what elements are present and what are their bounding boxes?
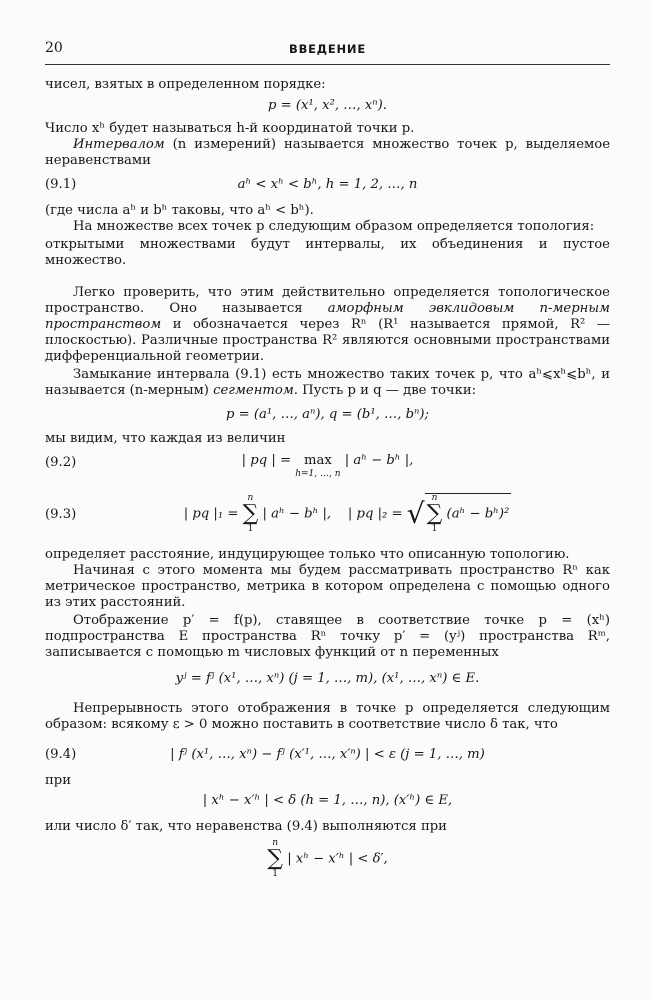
paragraph: Отображение p′ = f(p), ставящее в соответствие точке p = (xʰ) подпространства E пространства Rⁿ точку p′ = (yʲ) пространства Rᵐ, записывается с помощью m числовых функций от n переменных bbox=[45, 613, 610, 660]
paragraph-text: и обозначается через Rⁿ (R¹ называется прямой, R² — плоскостью). Различные пространства R² являются основными пространствами дифференциальной геометрии. bbox=[45, 317, 610, 364]
max-subscript: h=1, …, n bbox=[295, 469, 341, 479]
paragraph: мы видим, что каждая из величин bbox=[45, 431, 286, 446]
sum-operator: n ∑ 1 bbox=[242, 493, 259, 534]
equation-label: (9.2) bbox=[45, 455, 77, 470]
equation-lhs: | pq |₂ = bbox=[347, 506, 407, 522]
paragraph: На множестве всех точек p следующим образом определяется топология: bbox=[73, 219, 595, 234]
equation-lhs: | pq |₁ = bbox=[183, 506, 243, 522]
equation-lhs: | pq | = bbox=[241, 453, 296, 468]
paragraph: Начиная с этого момента мы будем рассматривать пространство Rⁿ как метрическое пространство, метрика в котором определена с помощью одного из этих расстояний. bbox=[45, 563, 610, 610]
paragraph bbox=[45, 285, 610, 365]
sqrt-body bbox=[425, 493, 512, 534]
paragraph bbox=[45, 137, 610, 169]
sum-lower: 1 bbox=[272, 869, 278, 879]
page bbox=[45, 38, 610, 883]
equation-body: aʰ < xʰ < bʰ, h = 1, 2, …, n bbox=[237, 177, 418, 192]
equation bbox=[45, 399, 610, 431]
running-head: ВВЕДЕНИЕ bbox=[289, 42, 366, 56]
equation-label: (9.4) bbox=[45, 747, 77, 762]
equation-label: (9.3) bbox=[45, 507, 77, 522]
equation-body: | fʲ (x¹, …, xⁿ) − fʲ (x′¹, …, x′ⁿ) | < ε (j = 1, …, m) bbox=[170, 747, 485, 762]
sum-upper: n bbox=[431, 493, 438, 503]
term-emphasis: аморфным эвклидовым n-мерным пространством bbox=[45, 301, 610, 332]
paragraph bbox=[45, 367, 610, 399]
equation-rhs: (aʰ − bʰ)² bbox=[446, 506, 510, 522]
equation-body: p = (a¹, …, aⁿ), q = (b¹, …, bⁿ); bbox=[226, 407, 429, 422]
equation-9-4 bbox=[45, 733, 610, 773]
term-emphasis: Интервалом bbox=[73, 137, 165, 152]
max-label: max bbox=[303, 453, 332, 468]
equation bbox=[45, 661, 610, 695]
page-header bbox=[45, 38, 610, 62]
paragraph: определяет расстояние, индуцирующее только что описанную топологию. bbox=[45, 547, 570, 562]
equation bbox=[45, 789, 610, 815]
equation-body: | xʰ − x′ʰ | < δ (h = 1, …, n), (x′ʰ) ∈ E, bbox=[202, 793, 453, 808]
paragraph-text: (n измерений) называется множество точек p, выделяемое неравенствами bbox=[45, 137, 610, 168]
equation bbox=[45, 93, 610, 119]
page-number: 20 bbox=[45, 40, 63, 56]
sum-upper: n bbox=[272, 838, 279, 848]
sum-lower: 1 bbox=[431, 524, 438, 534]
paragraph: Число xʰ будет называться h-й координатой точки p. bbox=[45, 121, 415, 136]
equation-9-2 bbox=[45, 447, 610, 487]
sum-operator: n ∑ 1 bbox=[267, 838, 283, 879]
equation-label: (9.1) bbox=[45, 177, 77, 192]
equation-9-1 bbox=[45, 169, 610, 199]
paragraph-text: Замыкание интервала (9.1) есть множество таких точек p, что aʰ⩽xʰ⩽bʰ, и называется (n-мерным) bbox=[45, 367, 610, 398]
sum-upper: n bbox=[247, 493, 254, 503]
paragraph-text: Пусть p и q — две точки: bbox=[297, 383, 477, 398]
equation-9-3: (9.3) | pq |₁ = n ∑ 1 | aʰ − bʰ |, | pq |₂ = √ n ∑ 1 (aʰ − bʰ)² bbox=[45, 493, 510, 534]
equation-body: | xʰ − x′ʰ | < δ′, bbox=[287, 851, 388, 867]
paragraph: Непрерывность этого отображения в точке p определяется следующим образом: всякому ε > 0 можно поставить в соответствие число δ так, что bbox=[45, 701, 610, 732]
paragraph: чисел, взятых в определенном порядке: bbox=[45, 77, 326, 92]
paragraph: открытыми множествами будут интервалы, их объединения и пустое множество. bbox=[45, 237, 610, 268]
equation-body: p = (x¹, x², …, xⁿ). bbox=[268, 98, 387, 113]
term-emphasis: сегментом. bbox=[213, 383, 298, 398]
sum-operator: n ∑ 1 bbox=[426, 493, 443, 534]
paragraph: при bbox=[45, 773, 72, 788]
max-operator bbox=[295, 453, 340, 479]
equation bbox=[45, 835, 610, 883]
paragraph: или число δ′ так, что неравенства (9.4) выполняются при bbox=[45, 819, 447, 834]
paragraph-text: Легко проверить, что этим действительно определяется топологическое пространство. Оно называется bbox=[45, 285, 610, 316]
equation-body: yʲ = fʲ (x¹, …, xⁿ) (j = 1, …, m), (x¹, …, xⁿ) ∈ E. bbox=[175, 671, 480, 686]
equation-rhs: | aʰ − bʰ |, bbox=[344, 453, 414, 468]
equation-rhs: | aʰ − bʰ |, bbox=[262, 506, 332, 522]
paragraph: (где числа aʰ и bʰ таковы, что aʰ < bʰ). bbox=[45, 203, 314, 218]
sum-lower: 1 bbox=[247, 524, 254, 534]
